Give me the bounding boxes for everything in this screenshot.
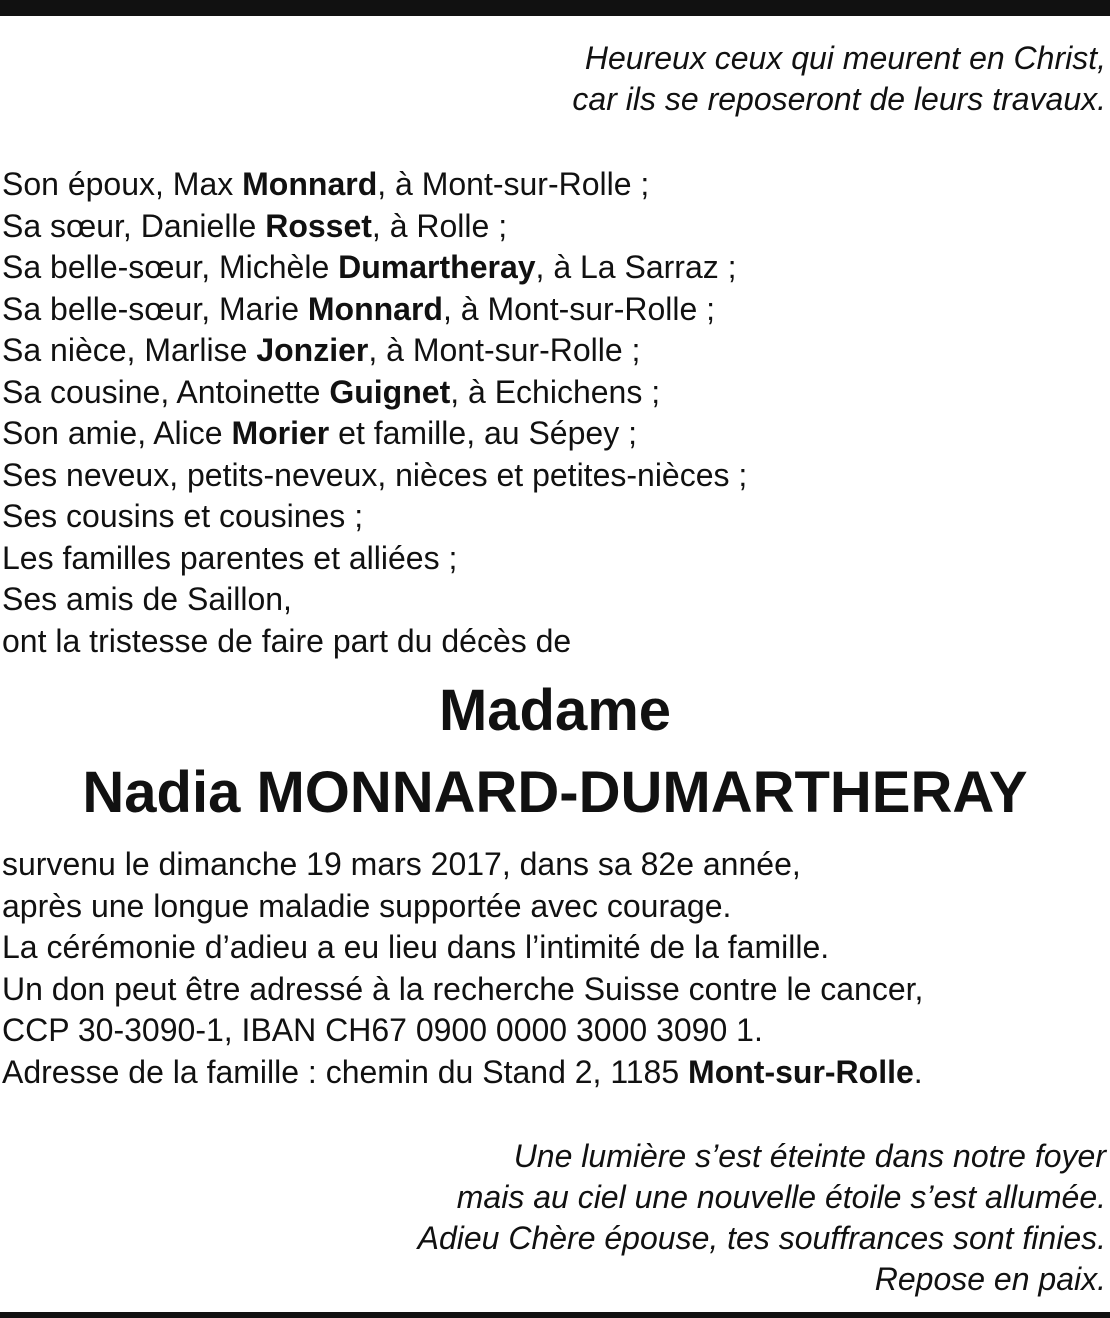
details-line: survenu le dimanche 19 mars 2017, dans sa 82e année, [2,846,801,882]
family-line: Les familles parentes et alliées ; [2,539,458,576]
details-line: CCP 30-3090-1, IBAN CH67 0900 0000 3000 3090 1. [2,1012,763,1048]
family-line: Sa sœur, Danielle Rosset, à Rolle ; [2,207,508,244]
family-list [2,164,747,662]
family-line: Sa cousine, Antoinette Guignet, à Echichens ; [2,373,661,410]
deceased-title: Madame [438,678,672,743]
epigraph-bottom [418,1136,1106,1300]
top-rule [0,0,1110,16]
epigraph-line: car ils se reposeront de leurs travaux. [572,81,1106,117]
deceased-name: Nadia MONNARD-DUMARTHERAY [82,760,1028,825]
family-line: Sa belle-sœur, Marie Monnard, à Mont-sur-Rolle ; [2,290,716,327]
details-line: après une longue maladie supportée avec courage. [2,887,732,924]
details-list [2,844,923,1093]
family-line: Sa belle-sœur, Michèle Dumartheray, à La Sarraz ; [2,249,737,285]
epigraph-top [572,38,1106,120]
epigraph-line: mais au ciel une nouvelle étoile s’est allumée. [456,1179,1106,1215]
bottom-rule [0,1312,1110,1318]
family-line: Son amie, Alice Morier et famille, au Sépey ; [2,415,637,451]
family-line: Sa nièce, Marlise Jonzier, à Mont-sur-Rolle ; [2,332,641,368]
epigraph-line: Adieu Chère épouse, tes souffrances sont finies. [417,1220,1106,1256]
family-line: Ses amis de Saillon, [2,581,292,617]
epigraph-line: Heureux ceux qui meurent en Christ, [584,40,1106,76]
details-line: La cérémonie d’adieu a eu lieu dans l’intimité de la famille. [2,929,830,965]
family-line: Son époux, Max Monnard, à Mont-sur-Rolle ; [2,166,650,202]
epigraph-line: Une lumière s’est éteinte dans notre foyer [513,1138,1106,1174]
family-line: Ses cousins et cousines ; [2,498,364,534]
family-line: Ses neveux, petits-neveux, nièces et petites-nièces ; [2,456,748,493]
epigraph-line: Repose en paix. [874,1261,1106,1297]
family-line: ont la tristesse de faire part du décès de [2,622,572,659]
details-line: Adresse de la famille : chemin du Stand 2, 1185 Mont-sur-Rolle. [2,1053,923,1090]
details-line: Un don peut être adressé à la recherche Suisse contre le cancer, [2,970,924,1007]
